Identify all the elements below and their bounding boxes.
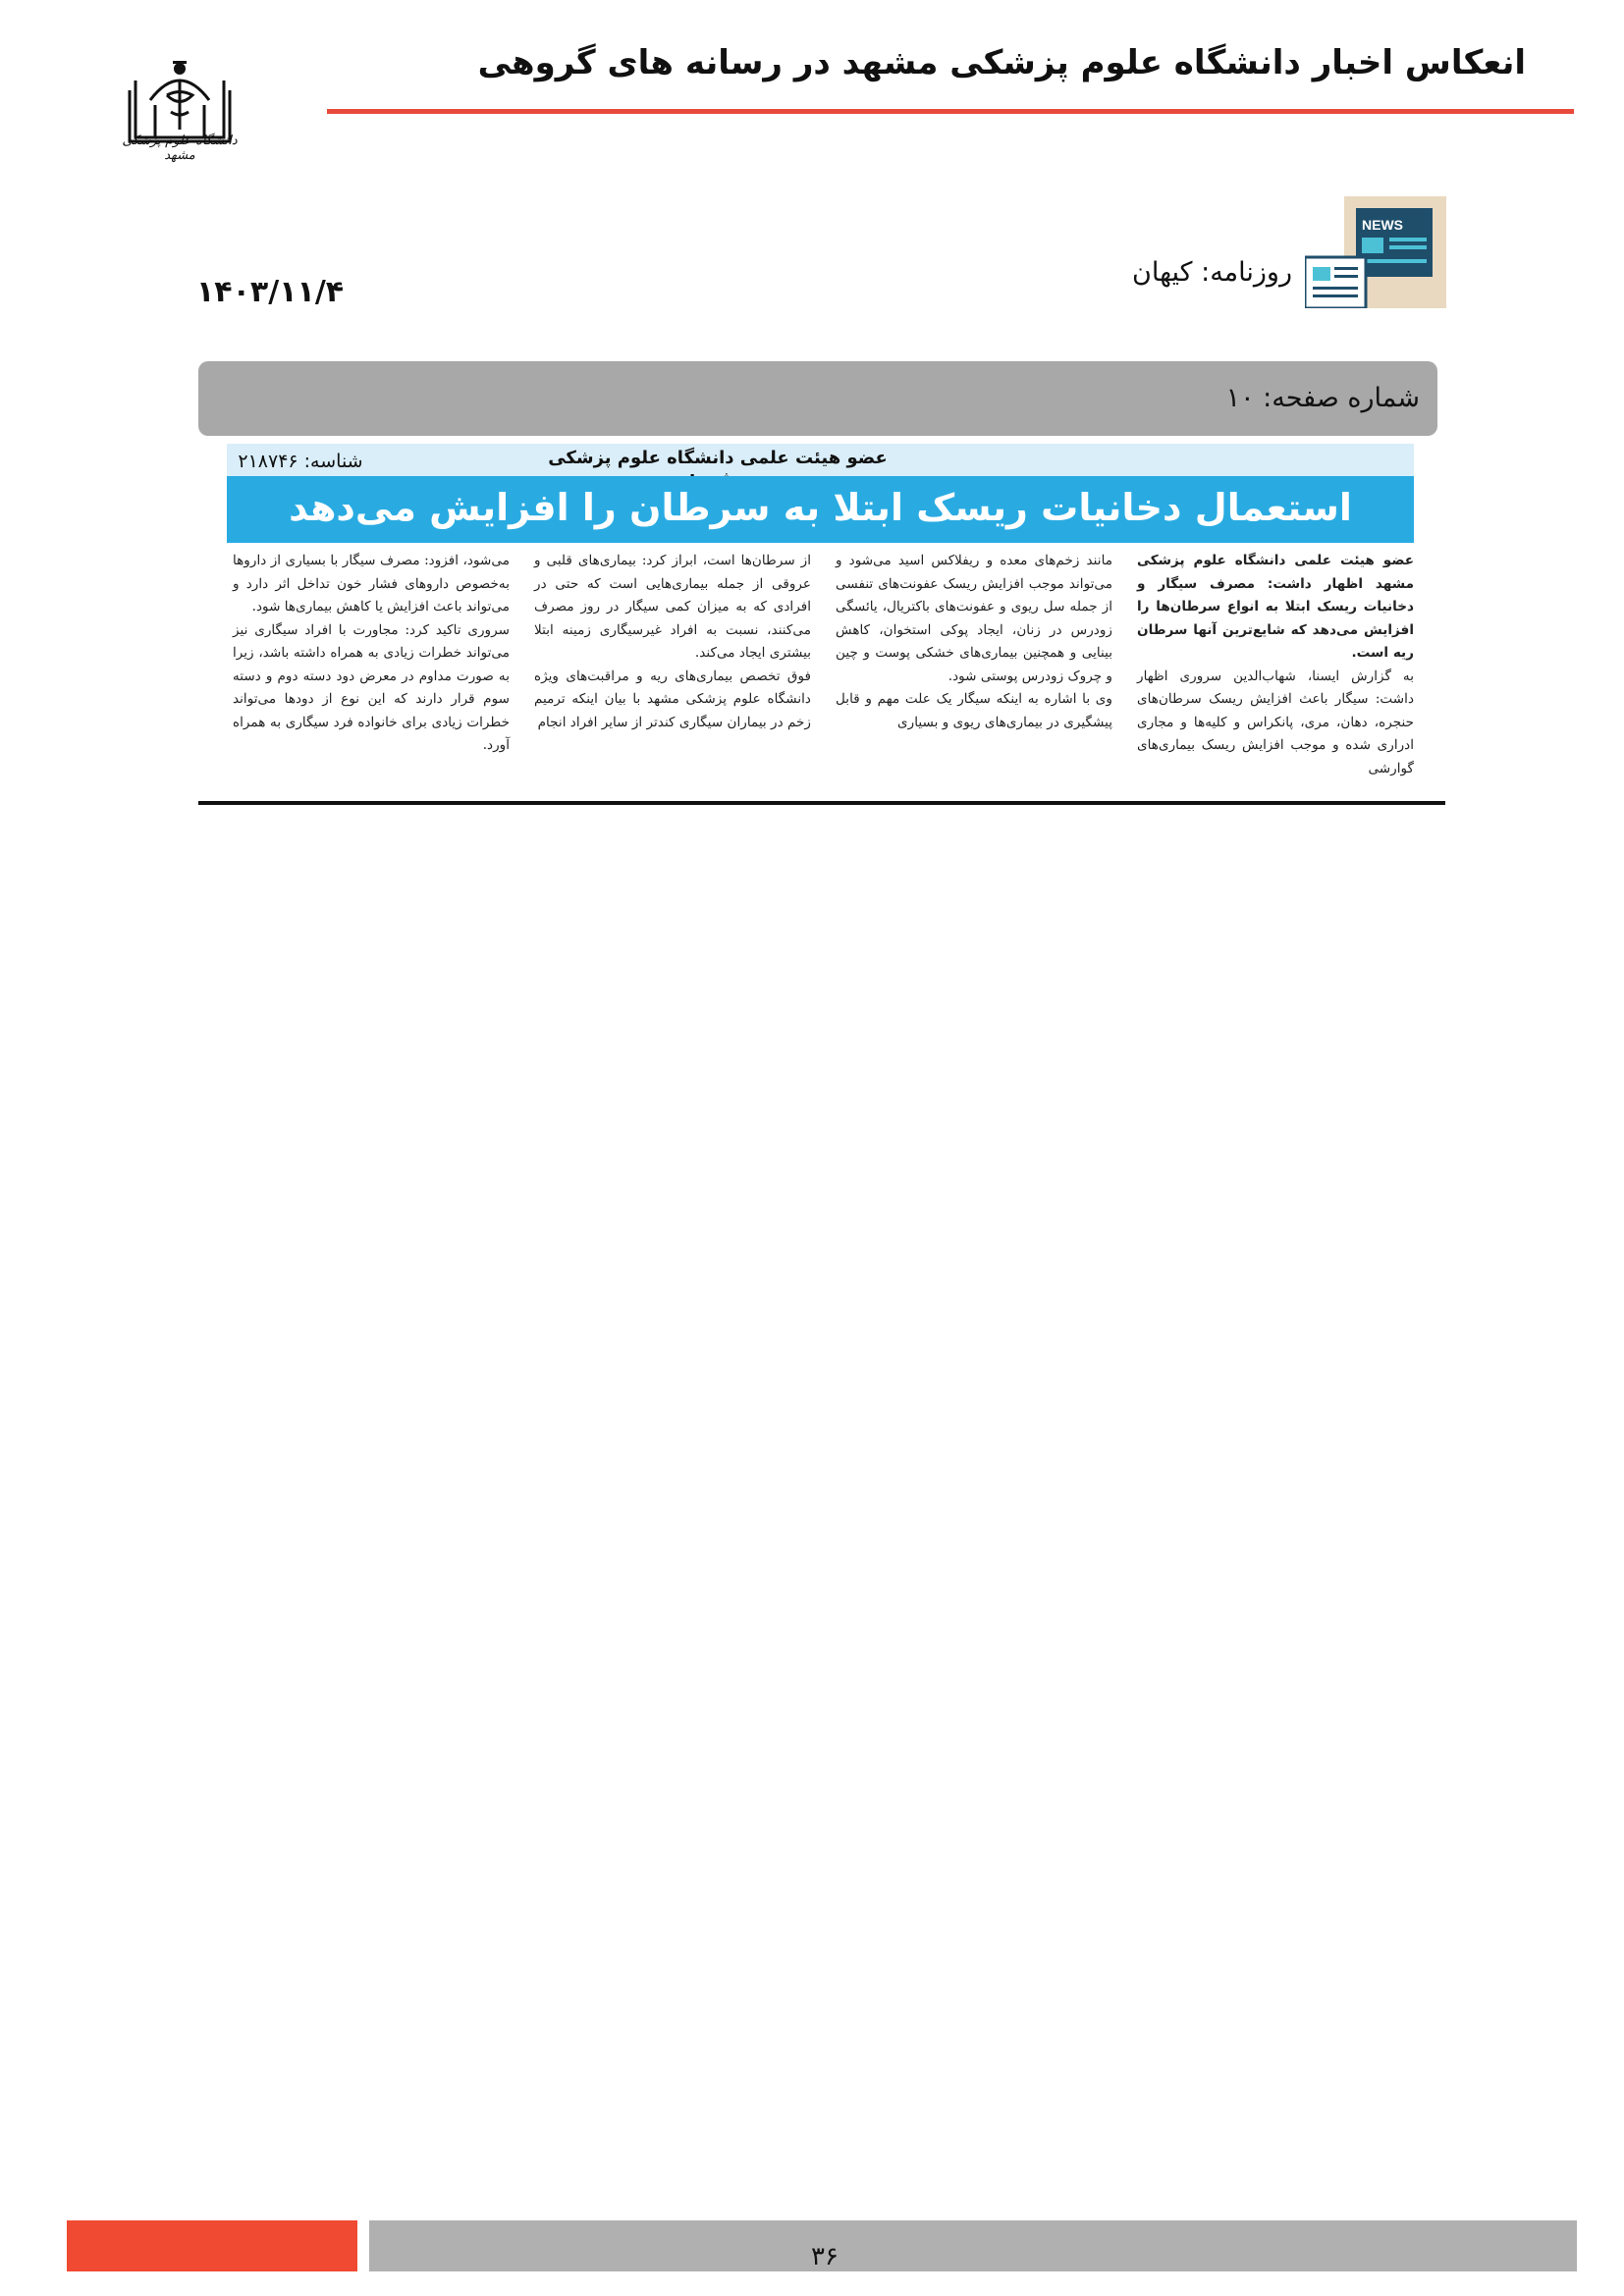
footer-page-number: ۳۶ [811, 2242, 839, 2271]
newspaper-icon [1305, 196, 1446, 308]
news-clipping [227, 444, 1414, 776]
article-column-2 [836, 550, 1112, 734]
article-columns [231, 550, 1414, 776]
article-column-4 [233, 550, 510, 758]
article-kicker: عضو هیئت علمی دانشگاه علوم پزشکی [548, 448, 888, 468]
article-paragraph: از سرطان‌ها است، ابراز کرد: بیماری‌های قلبی و عروقی از جمله بیماری‌هایی است که حتی در افرادی که به میزان کمی سیگار در روز مصرف می‌کنند، نسبت به افراد غیرسیگاری زمینه ابتلا بیشتری ایجاد می‌کند. [534, 553, 811, 661]
newspaper-name: روزنامه: کیهان [1132, 257, 1292, 288]
publication-date: ۱۴۰۳/۱۱/۴ [196, 275, 345, 309]
article-column-1 [1137, 550, 1414, 780]
header-rule [327, 109, 1574, 114]
report-title: انعکاس اخبار دانشگاه علوم پزشکی مشهد در رسانه های گروهی [477, 43, 1526, 82]
page-number-bar [198, 361, 1437, 436]
article-id: شناسه: ۲۱۸۷۴۶ [238, 451, 363, 472]
section-divider [198, 801, 1445, 805]
article-paragraph: می‌شود، افزود: مصرف سیگار با بسیاری از داروها به‌خصوص داروهای فشار خون تداخل اثر دارد و می‌تواند باعث افزایش یا کاهش بیماری‌ها شود. [233, 553, 510, 614]
footer-bar [369, 2220, 1577, 2271]
article-column-3 [534, 550, 811, 734]
article-paragraph: مانند زخم‌های معده و ریفلاکس اسید می‌شود و می‌تواند موجب افزایش ریسک عفونت‌های تنفسی از جمله سل ریوی و عفونت‌های باکتریال، یائسگی زودرس در زنان، ایجاد پوکی استخوان، کاهش بینایی و همچنین بیماری‌های خشکی پوست و چین و چروک زودرس پوستی شود. [836, 553, 1112, 684]
article-headline: استعمال دخانیات ریسک ابتلا به سرطان را افزایش می‌دهد [289, 486, 1352, 529]
footer-accent-bar [67, 2220, 357, 2271]
article-lead: عضو هیئت علمی دانشگاه علوم پزشکی مشهد اظهار داشت: مصرف سیگار و دخانیات ریسک ابتلا به انواع سرطان‌ها را افزایش می‌دهد که شایع‌ترین آنها سرطان ریه است. [1137, 553, 1414, 661]
article-paragraph: به گزارش ایسنا، شهاب‌الدین سروری اظهار داشت: سیگار باعث افزایش ریسک سرطان‌های حنجره، دهان، مری، پانکراس و کلیه‌ها و مجاری ادراری شده و موجب افزایش ریسک بیماری‌های گوارشی [1137, 667, 1414, 776]
kicker-strip [227, 444, 1414, 476]
logo-caption: دانشگاه علوم پزشکی مشهد [122, 133, 238, 163]
news-icon-text: NEWS [1362, 217, 1403, 233]
article-paragraph: وی با اشاره به اینکه سیگار یک علت مهم و قابل پیشگیری در بیماری‌های ریوی و بسیاری [836, 691, 1112, 730]
article-paragraph: فوق تخصص بیماری‌های ریه و مراقبت‌های ویژه دانشگاه علوم پزشکی مشهد با بیان اینکه ترمیم زخم در بیماران سیگاری کندتر از سایر افراد انجام [534, 667, 811, 730]
article-paragraph: سروری تاکید کرد: مجاورت با افراد سیگاری نیز می‌تواند خطرات زیادی به همراه داشته باشد، زیرا به صورت مداوم در معرض دود دسته دوم و دسته سوم قرار دارند که این نوع از دودها می‌تواند خطرات زیادی برای خانواده فرد سیگاری به همراه آورد. [233, 621, 510, 753]
page-number-label: شماره صفحه: ۱۰ [1225, 383, 1420, 413]
headline-bar [227, 476, 1414, 543]
